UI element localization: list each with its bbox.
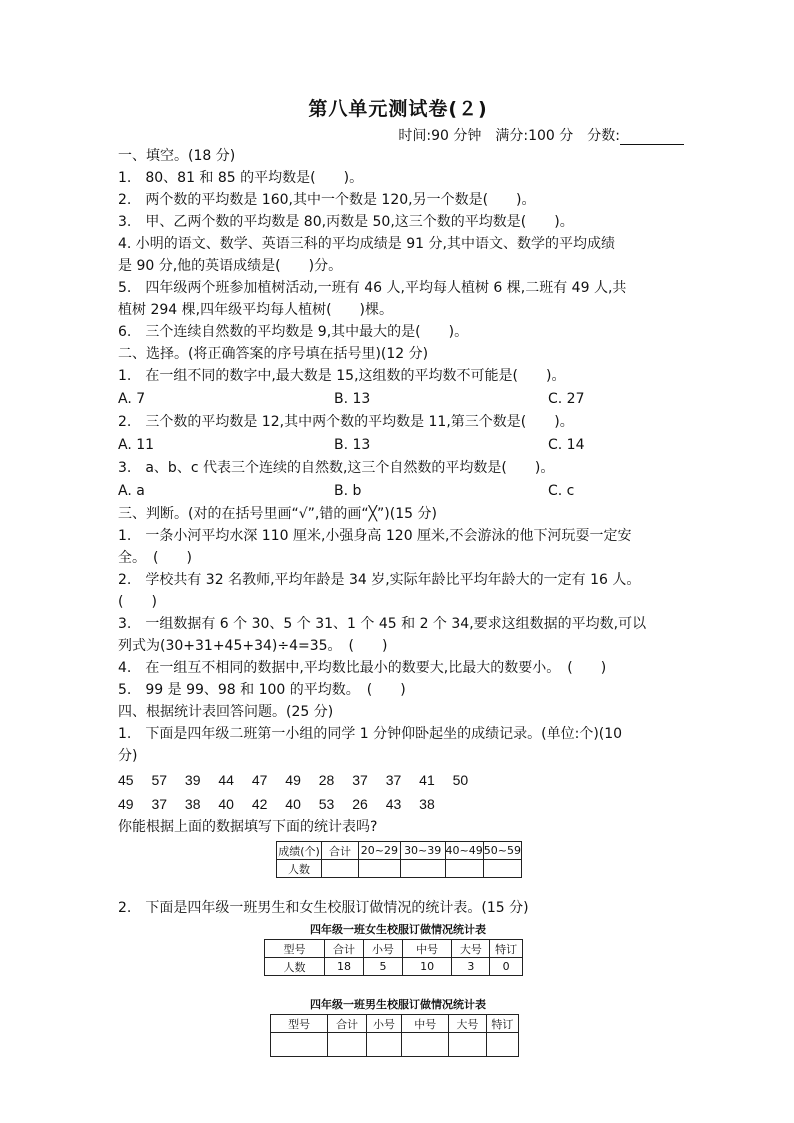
question-cont: 植树 294 棵,四年级平均每人植树( )棵。 xyxy=(118,302,393,318)
option-b: B. 13 xyxy=(334,391,371,407)
meta-text: 时间:90 分钟 满分:100 分 分数: xyxy=(398,128,620,144)
boys-uniform-table xyxy=(270,1014,519,1057)
table-cell: 0 xyxy=(490,958,523,976)
table-row-label: 人数 xyxy=(277,860,322,878)
question: 1. 下面是四年级二班第一小组的同学 1 分钟仰卧起坐的成绩记录。(单位:个)(10 xyxy=(118,726,623,742)
question: 4. 在一组互不相同的数据中,平均数比最小的数要大,比最大的数要小。 ( ) xyxy=(118,660,607,676)
table-cell[interactable] xyxy=(486,1033,518,1057)
table-cell: 3 xyxy=(452,958,490,976)
section-heading-4: 四、根据统计表回答问题。(25 分) xyxy=(118,704,334,720)
table-header: 特订 xyxy=(490,940,523,958)
question-cont: 分) xyxy=(118,748,138,764)
table-header: 大号 xyxy=(449,1015,487,1033)
option-c: C. c xyxy=(548,483,575,499)
options xyxy=(118,389,678,410)
table-cell[interactable] xyxy=(445,860,483,878)
table-cell: 10 xyxy=(402,958,451,976)
option-b: B. b xyxy=(334,483,362,499)
table-cell[interactable] xyxy=(449,1033,487,1057)
question: 5. 四年级两个班参加植树活动,一班有 46 人,平均每人植树 6 棵,二班有 49 人,共 xyxy=(118,280,627,296)
section-heading-3: 三、判断。(对的在括号里画“√”,错的画“╳”)(15 分) xyxy=(118,506,437,522)
section-heading-2: 二、选择。(将正确答案的序号填在括号里)(12 分) xyxy=(118,346,429,362)
table-cell: 18 xyxy=(325,958,364,976)
exam-meta xyxy=(118,125,684,145)
option-c: C. 27 xyxy=(548,391,585,407)
table-header: 合计 xyxy=(322,842,359,860)
question: 2. 两个数的平均数是 160,其中一个数是 120,另一个数是( )。 xyxy=(118,192,536,208)
table-header: 小号 xyxy=(366,1015,401,1033)
table-header: 中号 xyxy=(402,940,451,958)
table-header: 20~29 xyxy=(358,842,400,860)
option-c: C. 14 xyxy=(548,437,585,453)
table-cell[interactable] xyxy=(358,860,400,878)
girls-uniform-table xyxy=(264,939,523,976)
question-cont: 列式为(30+31+45+34)÷4=35。 ( ) xyxy=(118,638,388,654)
question: 3. 甲、乙两个数的平均数是 80,丙数是 50,这三个数的平均数是( )。 xyxy=(118,214,574,230)
question-prompt: 你能根据上面的数据填写下面的统计表吗? xyxy=(118,819,378,835)
question-cont: 是 90 分,他的英语成绩是( )分。 xyxy=(118,258,343,274)
question: 5. 99 是 99、98 和 100 的平均数。 ( ) xyxy=(118,682,406,698)
table-header: 小号 xyxy=(363,940,402,958)
table-header: 特订 xyxy=(486,1015,518,1033)
table-cell[interactable] xyxy=(271,1033,328,1057)
question: 3. 一组数据有 6 个 30、5 个 31、1 个 45 和 2 个 34,要求这组数据的平均数,可以 xyxy=(118,616,647,632)
question: 2. 三个数的平均数是 12,其中两个数的平均数是 11,第三个数是( )。 xyxy=(118,414,574,430)
option-a: A. 7 xyxy=(118,391,146,407)
option-a: A. a xyxy=(118,483,145,499)
question: 1. 一条小河平均水深 110 厘米,小强身高 120 厘米,不会游泳的他下河玩耍一定安 xyxy=(118,528,632,544)
table-header: 成绩(个) xyxy=(277,842,322,860)
table-cell[interactable] xyxy=(328,1033,367,1057)
question-cont: ( ) xyxy=(118,594,157,610)
score-blank xyxy=(620,130,684,145)
table-cell[interactable] xyxy=(366,1033,401,1057)
table-header: 40~49 xyxy=(445,842,483,860)
page-title: 第八单元测试卷(２) xyxy=(308,98,488,120)
table-header: 中号 xyxy=(402,1015,449,1033)
option-b: B. 13 xyxy=(334,437,371,453)
table-header: 50~59 xyxy=(483,842,521,860)
question: 2. 学校共有 32 名教师,平均年龄是 34 岁,实际年龄比平均年龄大的一定有 16 人。 xyxy=(118,572,641,588)
table-caption: 四年级一班女生校服订做情况统计表 xyxy=(310,923,486,936)
table-cell[interactable] xyxy=(483,860,521,878)
table-header: 合计 xyxy=(325,940,364,958)
table-header: 大号 xyxy=(452,940,490,958)
table-header: 型号 xyxy=(265,940,325,958)
options xyxy=(118,481,678,502)
exam-page xyxy=(118,92,678,1057)
table-row-label: 人数 xyxy=(265,958,325,976)
question: 2. 下面是四年级一班男生和女生校服订做情况的统计表。(15 分) xyxy=(118,900,529,916)
table-cell[interactable] xyxy=(402,1033,449,1057)
table-header: 型号 xyxy=(271,1015,328,1033)
data-row-1: 45 57 39 44 47 49 28 37 37 41 50 xyxy=(118,772,469,788)
table-caption: 四年级一班男生校服订做情况统计表 xyxy=(310,998,486,1011)
table-cell: 5 xyxy=(363,958,402,976)
question: 6. 三个连续自然数的平均数是 9,其中最大的是( )。 xyxy=(118,324,469,340)
table-header: 合计 xyxy=(328,1015,367,1033)
question: 1. 80、81 和 85 的平均数是( )。 xyxy=(118,170,364,186)
question: 3. a、b、c 代表三个连续的自然数,这三个自然数的平均数是( )。 xyxy=(118,460,555,476)
data-row-2: 49 37 38 40 42 40 53 26 43 38 xyxy=(118,796,435,812)
options xyxy=(118,435,678,456)
table-cell[interactable] xyxy=(400,860,445,878)
question: 4. 小明的语文、数学、英语三科的平均成绩是 91 分,其中语文、数学的平均成绩 xyxy=(118,236,615,252)
score-table xyxy=(276,841,522,878)
question: 1. 在一组不同的数字中,最大数是 15,这组数的平均数不可能是( )。 xyxy=(118,368,566,384)
table-cell[interactable] xyxy=(322,860,359,878)
table-header: 30~39 xyxy=(400,842,445,860)
section-heading-1: 一、填空。(18 分) xyxy=(118,148,236,164)
question-cont: 全。 ( ) xyxy=(118,550,192,566)
option-a: A. 11 xyxy=(118,437,155,453)
